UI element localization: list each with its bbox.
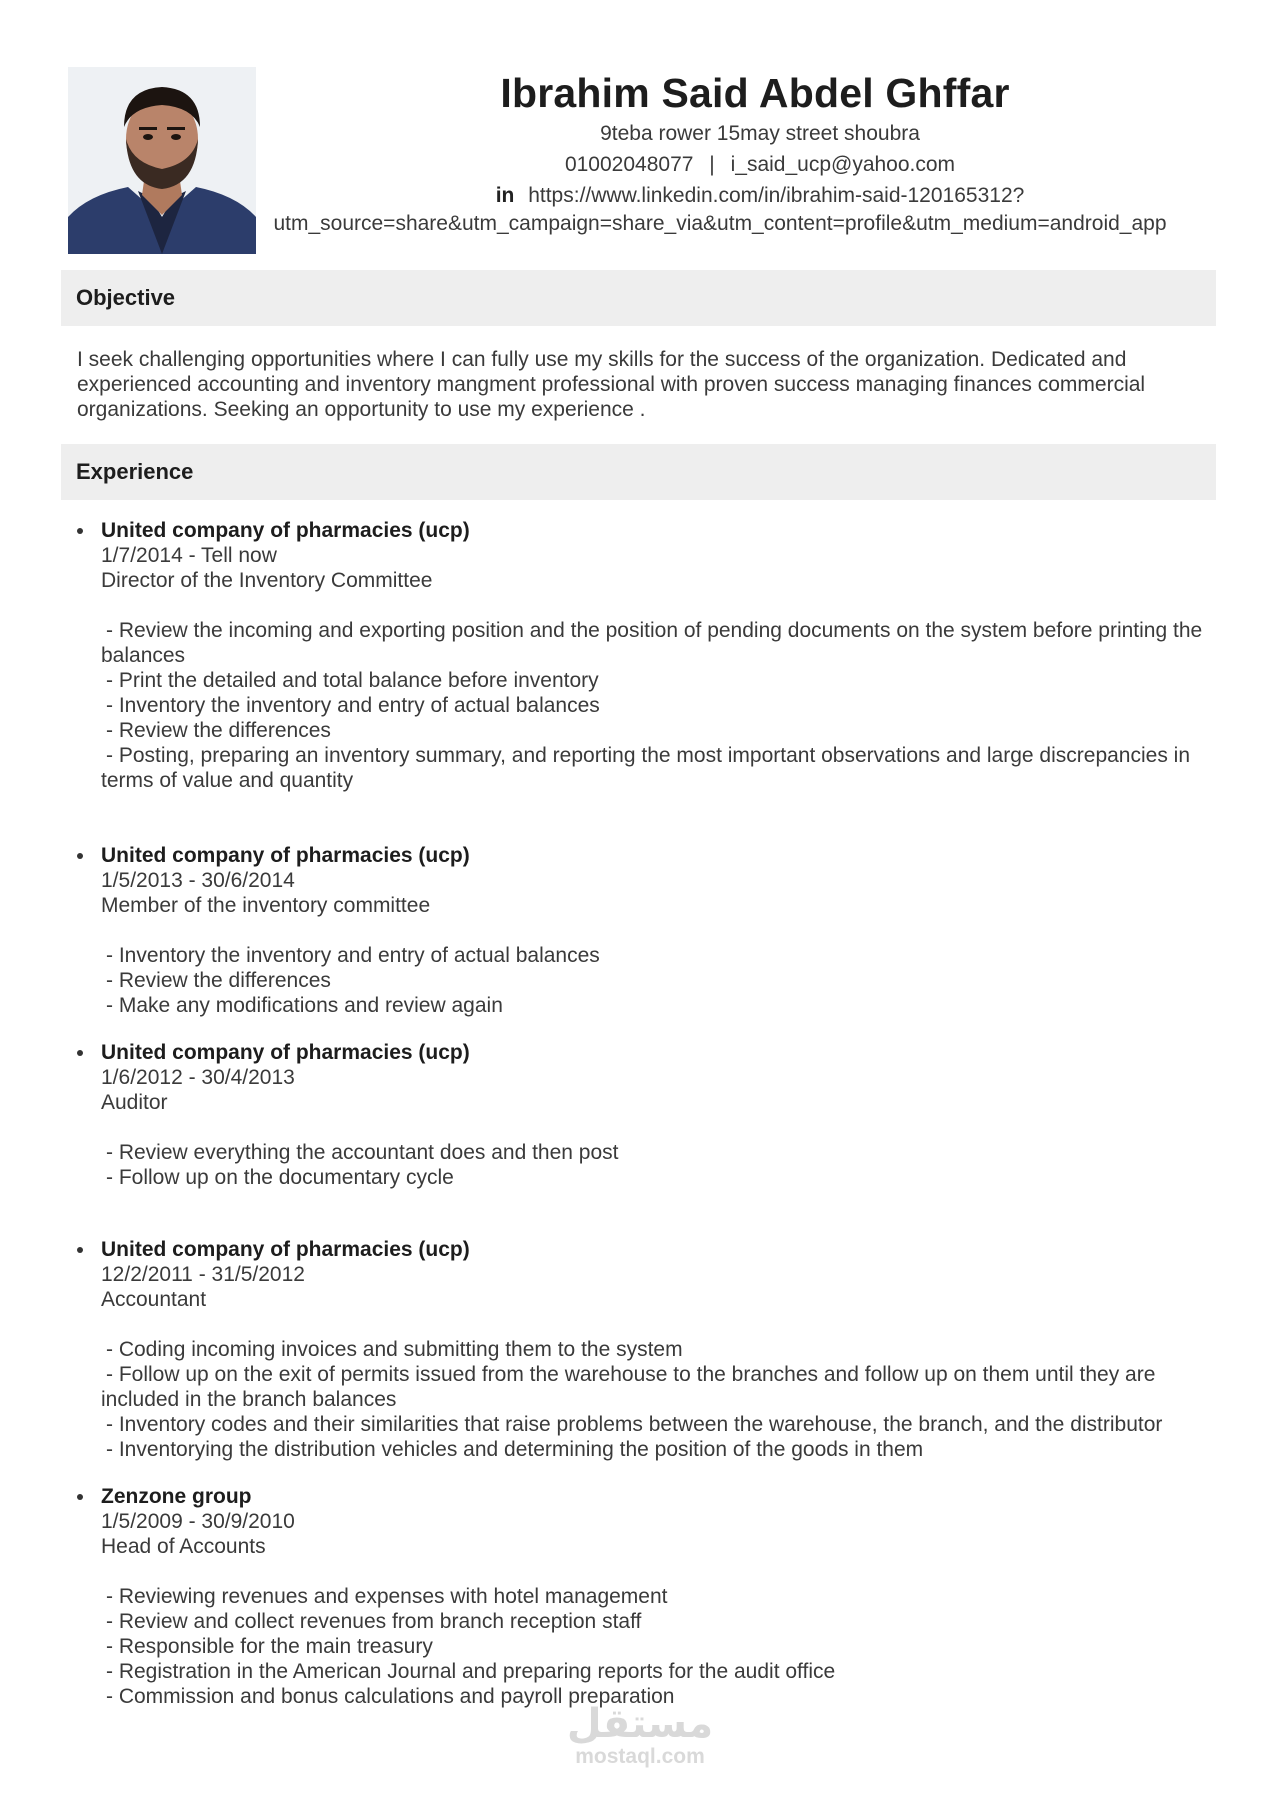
linkedin-link[interactable] xyxy=(273,182,1230,238)
job-title: Member of the inventory committee xyxy=(101,894,431,917)
duty-line: - Print the detailed and total balance before inventory xyxy=(106,669,599,692)
employment-dates: 1/7/2014 - Tell now xyxy=(101,544,277,567)
job-title: Auditor xyxy=(101,1091,168,1114)
experience-item xyxy=(77,1484,1217,1709)
duty-line: - Review everything the accountant does and then post xyxy=(106,1141,619,1164)
duty-line: - Inventory the inventory and entry of actual balances xyxy=(106,944,600,967)
phone-number: 01002048077 xyxy=(564,153,694,176)
experience-item xyxy=(77,1237,1217,1462)
duty-line: - Inventorying the distribution vehicles and determining the position of the goods in them xyxy=(106,1438,924,1461)
duty-line: - Registration in the American Journal and preparing reports for the audit office xyxy=(106,1660,836,1683)
duty-line: - Review the incoming and exporting position and the position of pending documents on the system before printing the balances xyxy=(101,619,1203,667)
company-name: United company of pharmacies (ucp) xyxy=(101,519,470,542)
address: 9teba rower 15may street shoubra xyxy=(600,122,920,145)
duty-line: - Reviewing revenues and expenses with hotel management xyxy=(106,1585,668,1608)
linkedin-url-part2: utm_source=share&utm_campaign=share_via&utm_content=profile&utm_medium=android_app xyxy=(273,212,1167,235)
objective-text: I seek challenging opportunities where I can fully use my skills for the success of the organization. Dedicated and experienced accounting and inventory mangment professional with proven success managing finances commercial organizations. Seeking an opportunity to use my experience . xyxy=(77,348,1146,421)
linkedin-icon: in xyxy=(495,184,515,207)
company-name: United company of pharmacies (ucp) xyxy=(101,1041,470,1064)
experience-item xyxy=(77,843,1217,1018)
experience-item xyxy=(77,518,1217,793)
duties-list xyxy=(101,943,1217,1018)
watermark-arabic: مستقل xyxy=(566,1701,714,1747)
duty-line: - Follow up on the exit of permits issued from the warehouse to the branches and follow up on them until they are included in the branch balances xyxy=(101,1363,1156,1411)
employment-dates: 1/5/2013 - 30/6/2014 xyxy=(101,869,295,892)
company-name: Zenzone group xyxy=(101,1485,252,1508)
company-name: United company of pharmacies (ucp) xyxy=(101,1238,470,1261)
duty-line: - Review the differences xyxy=(106,969,331,992)
duty-line: - Inventory codes and their similarities that raise problems between the warehouse, the branch, and the distributor xyxy=(106,1413,1163,1436)
experience-list xyxy=(77,518,1217,1709)
bullet-icon xyxy=(77,1050,83,1056)
employment-dates: 1/5/2009 - 30/9/2010 xyxy=(101,1510,295,1533)
duty-line: - Coding incoming invoices and submitting them to the system xyxy=(106,1338,683,1361)
job-title: Head of Accounts xyxy=(101,1535,266,1558)
employment-dates: 12/2/2011 - 31/5/2012 xyxy=(101,1263,305,1286)
duty-line: - Responsible for the main treasury xyxy=(106,1635,433,1658)
duty-line: - Inventory the inventory and entry of actual balances xyxy=(106,694,600,717)
duty-line: - Make any modifications and review again xyxy=(106,994,503,1017)
duty-line: - Review the differences xyxy=(106,719,331,742)
employment-dates: 1/6/2012 - 30/4/2013 xyxy=(101,1066,295,1089)
contact-line xyxy=(290,149,1230,180)
bullet-icon xyxy=(77,1247,83,1253)
watermark-latin: mostaql.com xyxy=(575,1745,705,1768)
job-title: Accountant xyxy=(101,1288,207,1311)
linkedin-url-part1: https://www.linkedin.com/in/ibrahim-said-120165312? xyxy=(528,184,1025,207)
header-info xyxy=(273,68,1230,238)
duty-line: - Commission and bonus calculations and payroll preparation xyxy=(106,1685,675,1708)
bullet-icon xyxy=(77,1494,83,1500)
contact-separator: | xyxy=(709,153,715,176)
duty-line: - Review and collect revenues from branch reception staff xyxy=(106,1610,642,1633)
objective-heading: Objective xyxy=(61,270,1216,326)
candidate-name: Ibrahim Said Abdel Ghffar xyxy=(500,70,1010,116)
experience-heading: Experience xyxy=(61,444,1216,500)
duty-line: - Follow up on the documentary cycle xyxy=(106,1166,454,1189)
bullet-icon xyxy=(77,853,83,859)
duties-list xyxy=(101,1337,1217,1462)
duty-line: - Posting, preparing an inventory summary, and reporting the most important observations and large discrepancies in terms of value and quantity xyxy=(101,744,1191,792)
duties-list xyxy=(101,1584,1217,1709)
job-title: Director of the Inventory Committee xyxy=(101,569,433,592)
company-name: United company of pharmacies (ucp) xyxy=(101,844,470,867)
bullet-icon xyxy=(77,528,83,534)
duties-list xyxy=(101,1140,1217,1190)
watermark-logo xyxy=(555,1702,725,1768)
email-link[interactable]: i_said_ucp@yahoo.com xyxy=(730,153,956,176)
experience-item xyxy=(77,1040,1217,1190)
duties-list xyxy=(101,618,1217,793)
